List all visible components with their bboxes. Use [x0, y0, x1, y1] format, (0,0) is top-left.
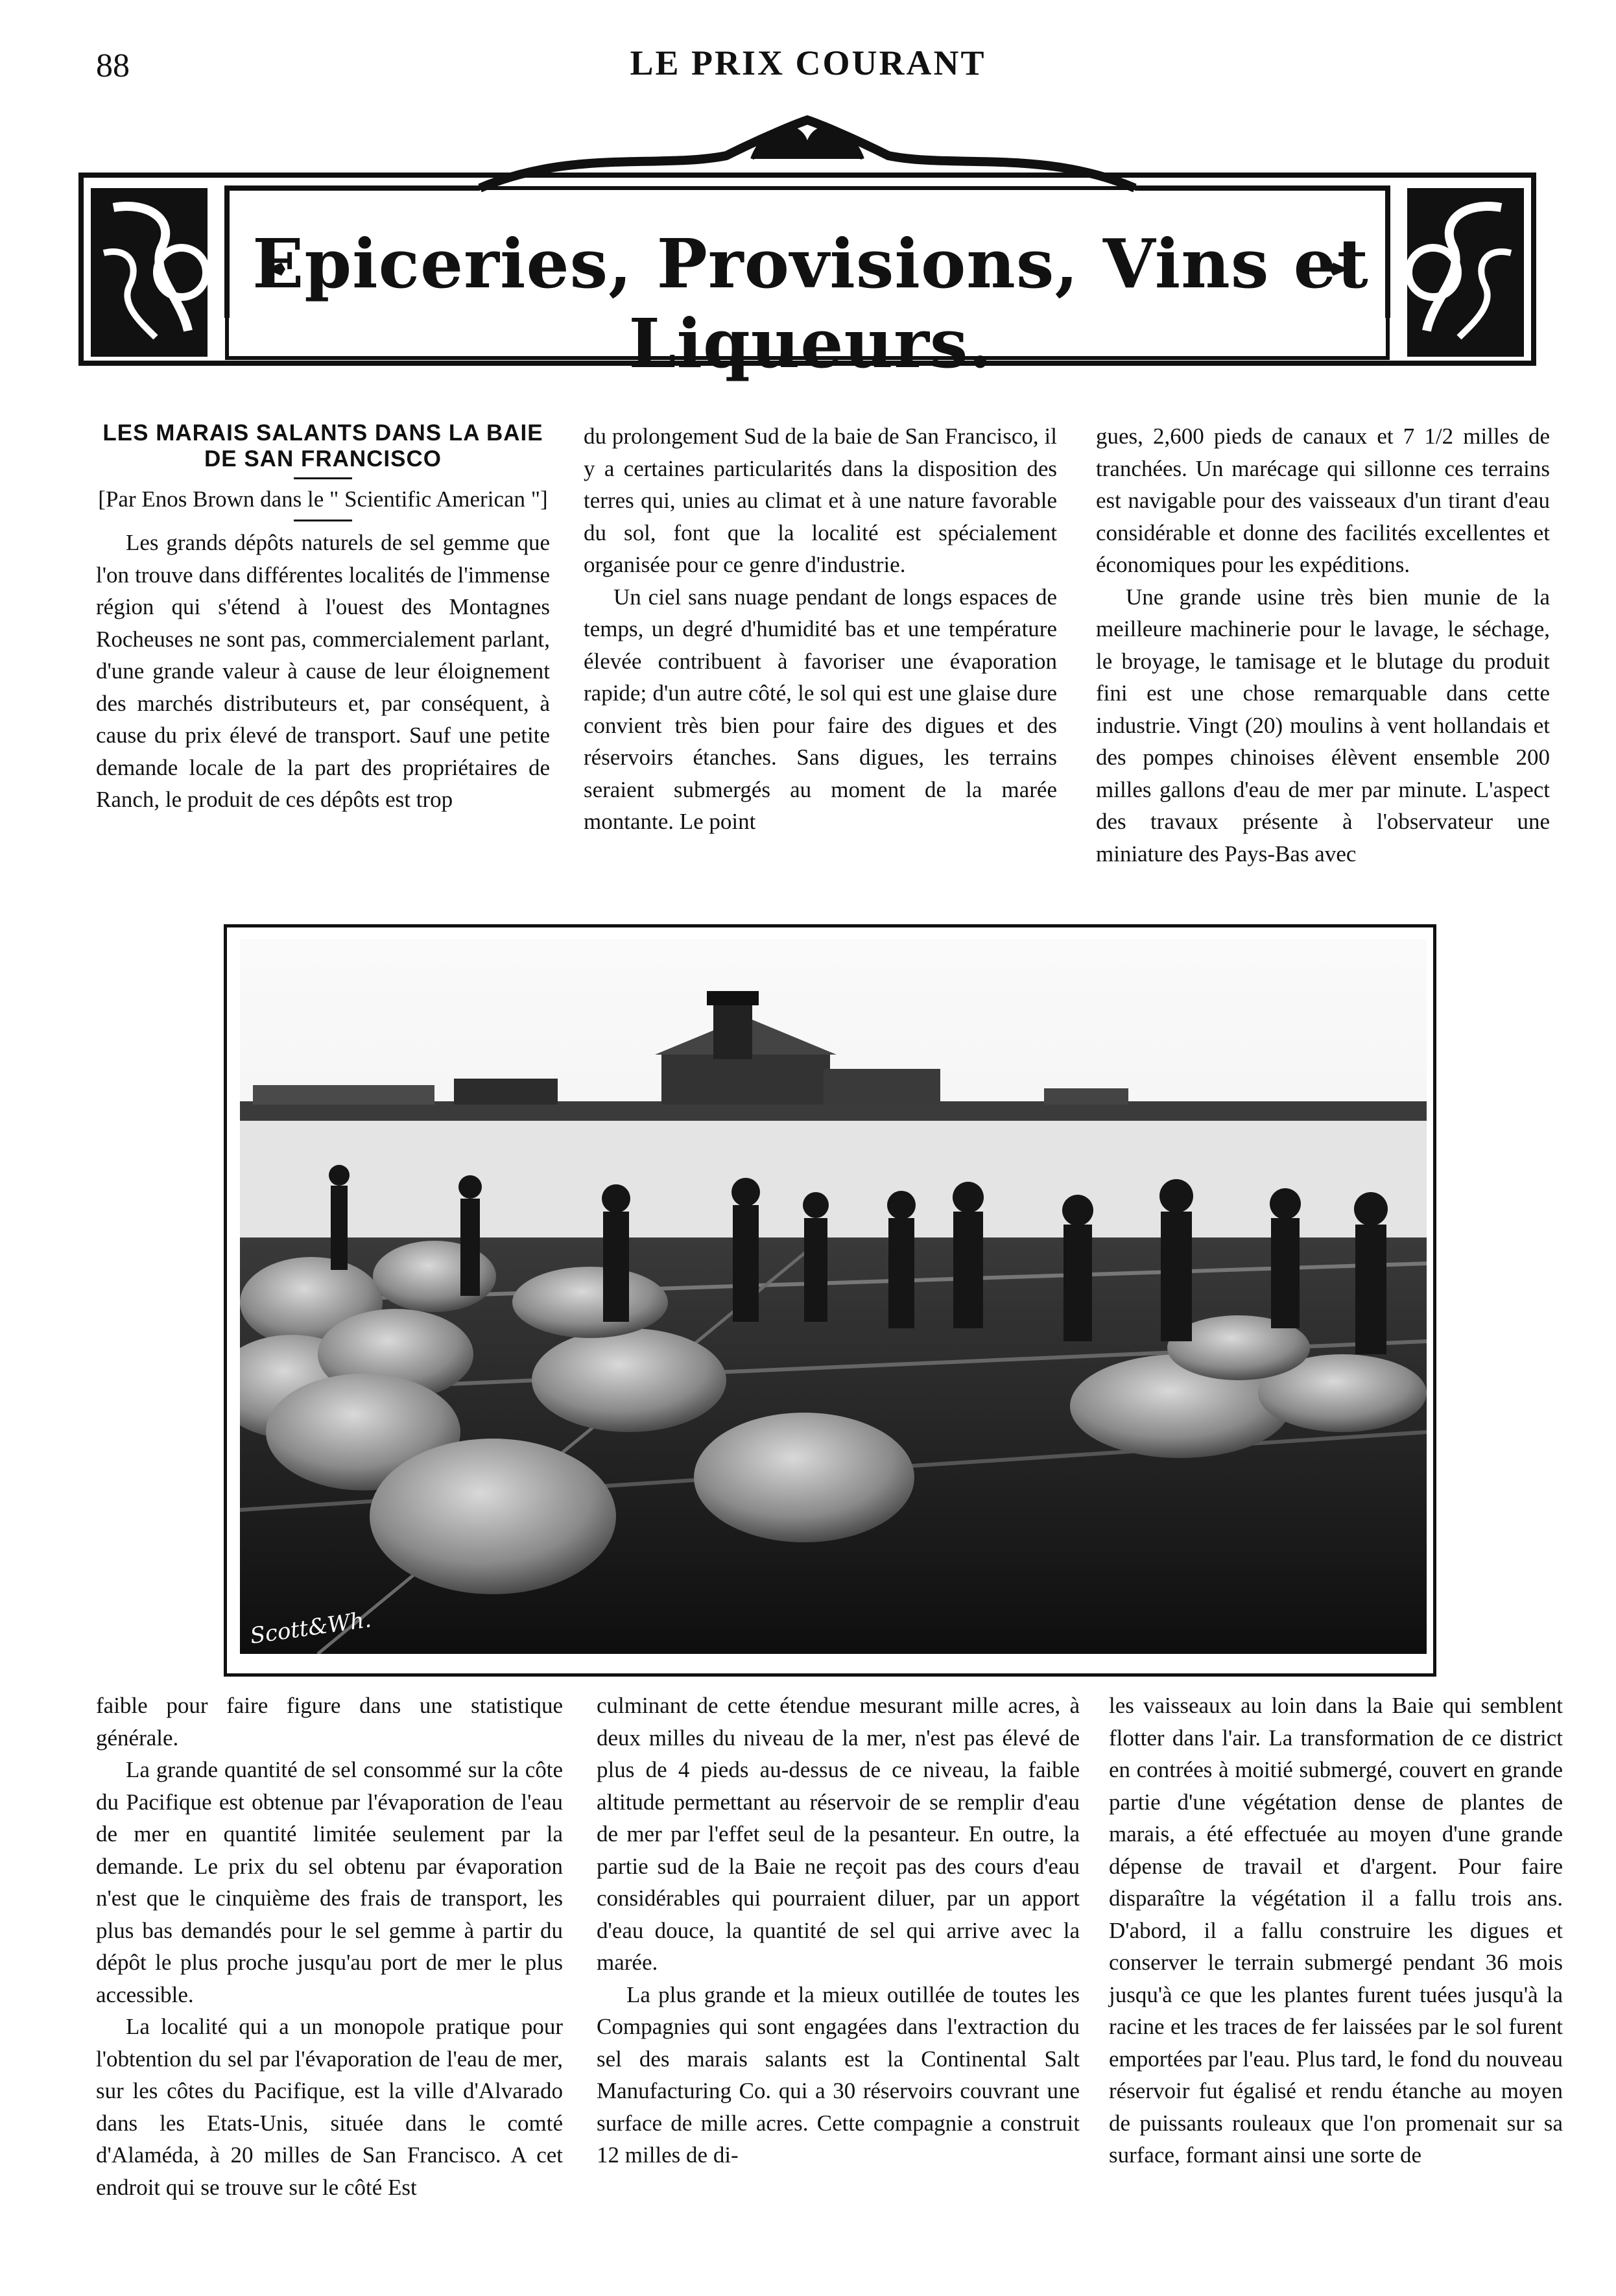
- divider-rule: [294, 520, 352, 521]
- paragraph: La localité qui a un monopole pratique pour l'obtention du sel par l'évaporation de l'eau de mer, sur les côtes du Pacifique, est la ville d'Alvarado dans les Etats-Unis, située dans le comté d'Alaméda, à 20 milles de San Francisco. A cet endroit qui se trouve sur le côté Est: [96, 2014, 563, 2200]
- article-byline: [Par Enos Brown dans le " Scientific American "]: [98, 486, 548, 512]
- paragraph: Les grands dépôts naturels de sel gemme que l'on trouve dans différentes localités de l'immense région qui s'étend à l'ouest des Montagnes Rocheuses ne sont pas, commercialement parlant, d'une grande valeur à cause de leur éloignement des marchés distributeurs et, par conséquent, à cause du prix élevé de transport. Sauf une petite demande locale de la part des propriétaires de Ranch, le produit de ces dépôts est trop: [96, 530, 550, 812]
- salt-works-photo: [240, 939, 1427, 1654]
- bottom-column-3: [1109, 1690, 1563, 2171]
- paragraph: les vaisseaux au loin dans la Baie qui semblent flotter dans l'air. La transformation de ce district en contrées à moitié submergé, couvert en grande partie d'une végétation dense de plantes de marais, a été effectuée au moyen d'une grande dépense de travail et d'argent. Pour faire disparaître la végétation il a fallu trois ans. D'abord, il a fallu construire les digues et conserver le terrain submergé pendant 36 mois jusqu'à ce que les plantes furent tuées jusqu'à la racine et les traces de fer laissées par le sol furent emportées par l'eau. Plus tard, le fond du nouveau réservoir fut égalisé et rendu étanche au moyen de puissants rouleaux que l'on promenait sur sa surface, formant ainsi une sorte de: [1109, 1693, 1563, 2168]
- paragraph: Une grande usine très bien munie de la meilleure machinerie pour le lavage, le séchage, le broyage, le tamisage et le blutage du produit fini est une chose remarquable dans cette industrie. Vingt (20) moulins à vent hollandais et des pompes chinoises élèvent ensemble 200 milles gallons d'eau de mer par minute. L'aspect des travaux présente à l'observateur une miniature des Pays-Bas avec: [1096, 584, 1550, 867]
- paragraph: Un ciel sans nuage pendant de longs espaces de temps, un degré d'humidité bas et une température élevée contribuent à favoriser une évaporation rapide; d'un autre côté, le sol qui est une glaise dure convient très bien pour faire des digues et des réservoirs étanches. Sans digues, les terrains seraient submergés au moment de la marée montante. Le point: [584, 584, 1057, 834]
- top-column-2: [584, 420, 1057, 838]
- paragraph: La grande quantité de sel consommé sur la côte du Pacifique est obtenue par l'évaporation de l'eau de mer en quantité limitée seulement par la demande. Le prix du sel obtenu par évaporation n'est que le cinquième des frais de transport, les plus bas demandés pour le sel gemme à partir du dépôt le plus proche jusqu'au port de mer le plus accessible.: [96, 1757, 563, 2007]
- running-title: LE PRIX COURANT: [630, 43, 986, 82]
- top-column-3: [1096, 420, 1550, 870]
- bottom-column-1: [96, 1690, 563, 2203]
- article-headline: LES MARAIS SALANTS DANS LA BAIE DE SAN FRANCISCO: [102, 420, 543, 472]
- section-banner-title: Epiceries, Provisions, Vins et Liqueurs.: [252, 224, 1369, 383]
- paragraph: gues, 2,600 pieds de canaux et 7 1/2 milles de tranchées. Un marécage qui sillonne ces terrains est navigable pour des vaisseaux d'un tirant d'eau considérable et donne des facilités excellentes et économiques pour les expéditions.: [1096, 424, 1550, 577]
- paragraph: faible pour faire figure dans une statistique générale.: [96, 1693, 563, 1751]
- top-column-1: [96, 420, 550, 816]
- divider-rule: [294, 477, 352, 479]
- bottom-column-2: [597, 1690, 1080, 2171]
- page-number: 88: [96, 47, 130, 84]
- paragraph: La plus grande et la mieux outillée de toutes les Compagnies qui sont engagées dans l'extraction du sel des marais salants est la Continental Salt Manufacturing Co. qui a 30 réservoirs couvrant une surface de mille acres. Cette compagnie a construit 12 milles de di-: [597, 1981, 1080, 2168]
- paragraph: culminant de cette étendue mesurant mille acres, à deux milles du niveau de la mer, n'est pas élevé de plus de 4 pieds au-dessus de ce niveau, la faible altitude permettant au réservoir de se remplir d'eau de mer par l'effet seul de la pesanteur. En outre, la partie sud de la Baie ne reçoit pas des cours d'eau considérables qui pourraient diluer, par un apport d'eau douce, la quantité de sel qui arrive avec la marée.: [597, 1693, 1080, 1975]
- photo-signature: Scott&Wh.: [248, 1607, 373, 1649]
- paragraph: du prolongement Sud de la baie de San Francisco, il y a certaines particularités dans la disposition des terres qui, unies au climat et à une nature favorable du sol, font que la localité est spécialement organisée pour ce genre d'industrie.: [584, 424, 1057, 577]
